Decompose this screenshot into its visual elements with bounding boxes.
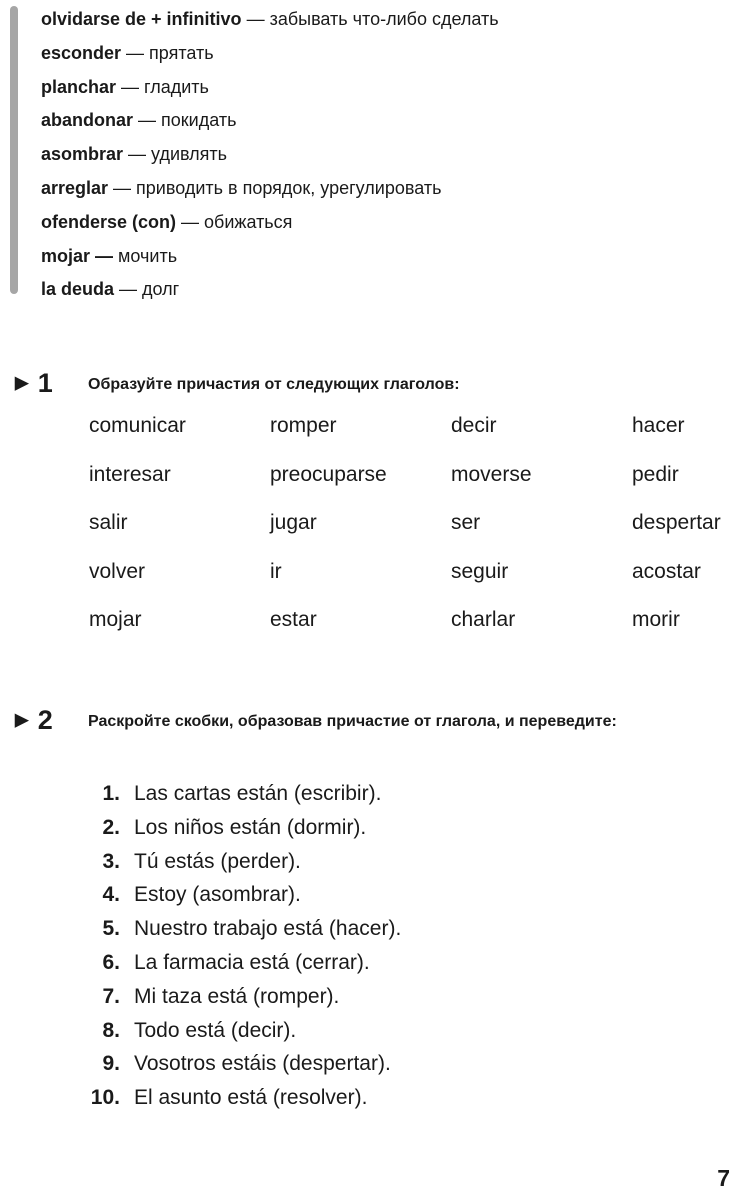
sentence-number: 7. <box>102 984 120 1008</box>
verb-cell: despertar <box>632 511 721 534</box>
vocab-translation: — гладить <box>116 76 209 97</box>
verb-cell: morir <box>632 608 680 631</box>
sentence-text: Las cartas están (escribir). <box>134 782 382 805</box>
verb-cell: jugar <box>270 511 317 534</box>
sentence-text: Mi taza está (romper). <box>134 984 340 1008</box>
sentence-number: 3. <box>102 849 120 873</box>
verb-row <box>89 505 749 554</box>
vocab-term: la deuda <box>41 279 115 300</box>
vocab-translation: — удивлять <box>123 144 228 165</box>
vocab-term: olvidarse de + infinitivo <box>41 9 242 29</box>
vocab-translation: — приводить в порядок, урегулировать <box>108 177 442 198</box>
exercise-2-heading <box>10 705 617 736</box>
sentence-item <box>80 812 401 846</box>
vocab-term: esconder <box>41 42 122 63</box>
play-arrow-icon: ► <box>10 369 34 397</box>
play-arrow-icon: ► <box>10 706 34 734</box>
vocab-item <box>41 142 499 176</box>
sentence-item <box>80 1082 401 1116</box>
verb-cell: ser <box>451 511 481 534</box>
verb-row <box>89 554 749 603</box>
sentence-text: El asunto está (resolver). <box>134 1086 368 1110</box>
sentence-number: 1. <box>102 782 120 805</box>
verb-cell: estar <box>270 608 317 631</box>
sentence-item <box>80 879 401 913</box>
verb-cell: hacer <box>632 414 685 437</box>
vocab-item <box>41 244 499 278</box>
vocab-term: arreglar <box>41 177 109 198</box>
sentence-text: Nuestro trabajo está (hacer). <box>134 917 402 941</box>
vocab-item <box>41 7 499 41</box>
sentence-number: 6. <box>102 950 120 974</box>
vocab-item <box>41 75 499 109</box>
sentence-text: Todo está (decir). <box>134 1018 297 1042</box>
sentence-text: Vosotros estáis (despertar). <box>134 1052 391 1076</box>
vocabulary-sidebar-bar <box>10 6 18 294</box>
verb-cell: acostar <box>632 559 701 583</box>
sentence-item <box>80 913 401 947</box>
vocab-translation: — забывать что-либо сделать <box>241 9 499 29</box>
vocab-item <box>41 277 499 311</box>
verb-cell: charlar <box>451 608 516 631</box>
vocab-translation: мочить <box>113 245 178 266</box>
exercise-instruction: Образуйте причастия от следующих глаголов: <box>88 376 460 393</box>
exercise-instruction: Раскройте скобки, образовав причастие от глагола, и переведите: <box>88 713 617 730</box>
verb-cell: interesar <box>89 462 171 486</box>
sentence-item <box>80 1015 401 1049</box>
verb-cell: pedir <box>632 462 679 486</box>
sentence-text: Tú estás (perder). <box>134 849 301 873</box>
sentence-item <box>80 778 401 812</box>
sentence-number: 10. <box>90 1086 120 1110</box>
sentence-item <box>80 846 401 880</box>
verb-cell: preocuparse <box>270 462 387 486</box>
vocabulary-list <box>41 7 499 311</box>
verb-cell: ir <box>270 559 282 583</box>
verb-cell: seguir <box>451 559 509 583</box>
vocab-term: abandonar <box>41 110 134 131</box>
vocab-item <box>41 41 499 75</box>
verb-cell: mojar <box>89 608 142 631</box>
sentence-number: 2. <box>102 815 120 839</box>
exercise-1-heading <box>10 368 460 399</box>
verb-cell: volver <box>89 559 146 583</box>
page-number: 7 <box>717 1165 730 1191</box>
sentence-number: 9. <box>102 1052 120 1076</box>
verb-row <box>89 602 749 651</box>
sentence-item <box>80 981 401 1015</box>
vocab-term: ofenderse (con) <box>41 211 177 232</box>
vocab-item <box>41 210 499 244</box>
vocab-translation: — прятать <box>121 42 214 63</box>
sentence-text: La farmacia está (cerrar). <box>134 950 370 974</box>
verb-row <box>89 457 749 506</box>
sentence-number: 5. <box>102 917 120 941</box>
vocab-item <box>41 108 499 142</box>
vocab-translation: — обижаться <box>176 211 293 232</box>
verb-cell: decir <box>451 414 497 437</box>
sentence-text: Estoy (asombrar). <box>134 883 301 907</box>
vocab-item <box>41 176 499 210</box>
exercise-number: 1 <box>37 368 53 398</box>
sentence-text: Los niños están (dormir). <box>134 815 367 839</box>
exercise-number: 2 <box>37 705 53 735</box>
verb-cell: salir <box>89 511 128 534</box>
vocab-translation: — покидать <box>133 110 237 131</box>
verb-grid <box>89 408 749 651</box>
sentence-list <box>80 778 401 1116</box>
sentence-item <box>80 947 401 981</box>
verb-cell: comunicar <box>89 414 186 437</box>
vocab-term: mojar — <box>41 245 114 266</box>
verb-cell: moverse <box>451 462 532 486</box>
sentence-number: 8. <box>102 1018 120 1042</box>
sentence-number: 4. <box>102 883 120 907</box>
vocab-term: asombrar <box>41 144 124 165</box>
vocab-translation: — долг <box>114 279 180 300</box>
verb-row <box>89 408 749 457</box>
sentence-item <box>80 1048 401 1082</box>
vocab-term: planchar <box>41 76 117 97</box>
verb-cell: romper <box>270 414 337 437</box>
